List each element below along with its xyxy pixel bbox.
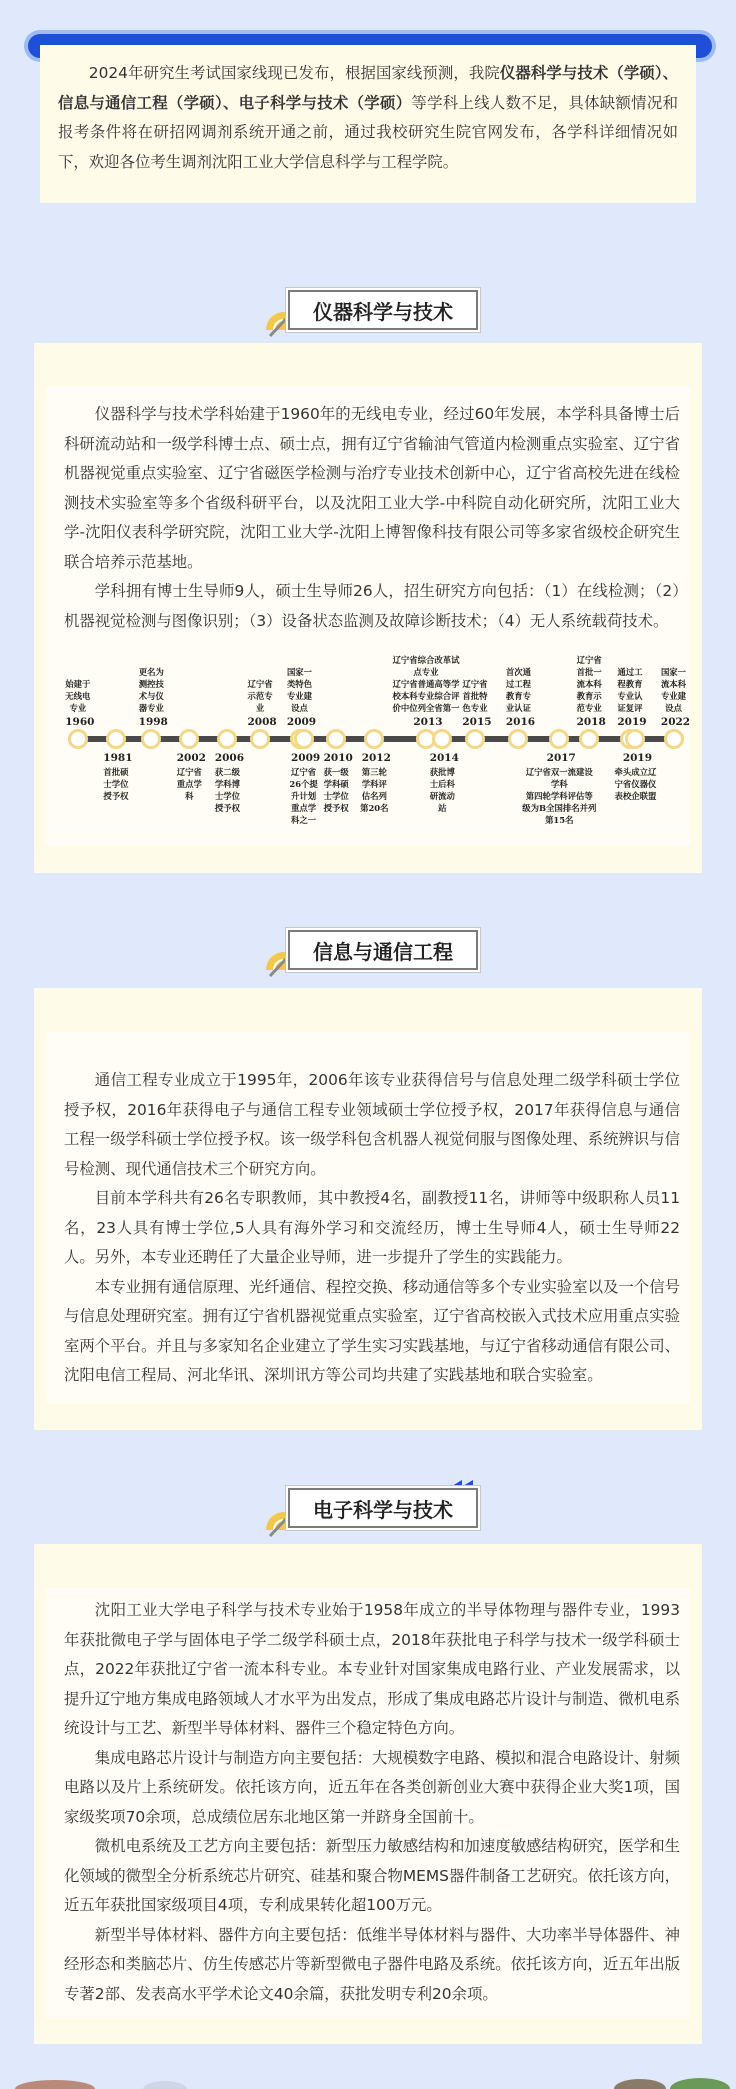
timeline-dot bbox=[179, 729, 199, 749]
paragraph: 微机电系统及工艺方向主要包括：新型压力敏感结构和加速度敏感结构研究，医学和生化领域的微型全分析系统芯片研究、硅基和聚合物MEMS器件制备工艺研究。依托该方向，近五年获批国家级项目4项，专利成果转化超100万元。 bbox=[64, 1837, 680, 1914]
timeline-year: 2008 bbox=[247, 716, 277, 728]
timeline-year: 2022 bbox=[660, 716, 691, 728]
timeline-event-text: 辽宁省 26个提 升计划 重点学 科之一 bbox=[289, 767, 318, 825]
timeline-event-text: 辽宁省 首批特 色专业 bbox=[462, 679, 488, 713]
timeline-dot bbox=[68, 729, 88, 749]
section-title-electronics: 电子科学与技术 bbox=[288, 1488, 478, 1528]
timeline-event-text: 始建于 无线电 专业 bbox=[65, 679, 91, 713]
timeline-event-text: 辽宁省 示范专 业 bbox=[247, 679, 273, 713]
intro-bold-programs: 仪器科学与技术（学硕）、信息与通信工程（学硕）、电子科学与技术（学硕） bbox=[58, 64, 678, 112]
timeline-event-text: 获批博 士后科 研流动 站 bbox=[429, 767, 455, 813]
section-body-instrument bbox=[64, 400, 680, 636]
paragraph: 仪器科学与技术学科始建于1960年的无线电专业，经过60年发展，本学科具备博士后科研流动站和一级学科博士点、硕士点，拥有辽宁省输油气管道内检测重点实验室、辽宁省机器视觉重点实验室、辽宁省磁医学检测与治疗专业技术创新中心，辽宁省高校先进在线检测技术实验室等多个省级科研平台，以及沈阳工业大学-中科院自动化研究所，沈阳工业大学-沈阳仪表科学研究院，沈阳工业大学-沈阳上博智像科技有限公司等多家省级校企研究生联合培养示范基地。 bbox=[64, 405, 680, 571]
timeline-year: 2010 bbox=[323, 752, 353, 764]
timeline-year: 2009 bbox=[290, 752, 321, 764]
timeline-dot bbox=[106, 729, 126, 749]
timeline-year: 2016 bbox=[505, 716, 536, 728]
timeline-dot bbox=[250, 729, 270, 749]
section-body-electronics bbox=[64, 1596, 680, 2009]
timeline-year: 2002 bbox=[176, 752, 206, 764]
timeline-event-text: 获一级 学科硕 士学位 授予权 bbox=[323, 767, 349, 813]
timeline-year: 1981 bbox=[103, 752, 133, 764]
timeline-dot bbox=[141, 729, 161, 749]
timeline-year: 1998 bbox=[138, 716, 168, 728]
intro-card bbox=[40, 45, 696, 203]
timeline-year: 2015 bbox=[462, 716, 492, 728]
timeline-dot bbox=[465, 729, 485, 749]
timeline-dot bbox=[508, 729, 528, 749]
paragraph: 新型半导体材料、器件方向主要包括：低维半导体材料与器件、大功率半导体器件、神经形态和类脑芯片、仿生传感芯片等新型微电子器件电路及系统。依托该方向，近五年出版专著2部、发表高水平学术论文40余篇，获批发明专利20余项。 bbox=[64, 1925, 680, 2003]
timeline-year: 2019 bbox=[617, 716, 647, 728]
timeline-dot bbox=[364, 729, 384, 749]
timeline-year: 2009 bbox=[286, 716, 317, 728]
timeline-event-text: 国家一 流本科 专业建 设点 bbox=[660, 667, 687, 713]
timeline-event-text: 辽宁省双一流建设 学科 第四轮学科评估等 级为B全国排名并列 第15名 bbox=[522, 767, 597, 825]
timeline-event-text: 首次通 过工程 教育专 业认证 bbox=[505, 667, 532, 713]
section-title-instrument: 仪器科学与技术 bbox=[288, 290, 478, 330]
timeline-dot bbox=[625, 729, 645, 749]
section-body-communication bbox=[64, 1066, 680, 1391]
timeline-year: 2018 bbox=[576, 716, 606, 728]
timeline-event-text: 牵头成立辽 宁省仪器仪 表校企联盟 bbox=[614, 767, 657, 801]
history-timeline bbox=[65, 655, 691, 838]
timeline-dot bbox=[664, 729, 684, 749]
timeline-event-text: 辽宁省 首批一 流本科 教育示 范专业 bbox=[576, 655, 602, 713]
timeline-year: 2012 bbox=[361, 752, 391, 764]
paragraph: 通信工程专业成立于1995年，2006年该专业获得信号与信息处理二级学科硕士学位授予权，2016年获得电子与通信工程专业领域硕士学位授予权，2017年获得信息与通信工程一级学科硕士学位授予权。该一级学科包含机器人视觉伺服与图像处理、系统辨识与信号检测、现代通信技术三个研究方向。 bbox=[64, 1071, 680, 1178]
timeline-dot bbox=[294, 729, 314, 749]
timeline-event-text: 更名为 测控技 术与仪 器专业 bbox=[138, 667, 164, 713]
timeline-year: 2006 bbox=[214, 752, 245, 764]
paragraph: 学科拥有博士生导师9人，硕士生导师26人，招生研究方向包括：（1）在线检测；（2）机器视觉检测与图像识别；（3）设备状态监测及故障诊断技术；（4）无人系统载荷技术。 bbox=[64, 582, 680, 630]
timeline-event-text: 第三轮 学科评 估名列 第20名 bbox=[360, 767, 389, 813]
footer-decoration bbox=[0, 2076, 736, 2089]
intro-paragraph bbox=[58, 59, 678, 177]
paragraph: 目前本学科共有26名专职教师，其中教授4名，副教授11名，讲师等中级职称人员11名，23人具有博士学位,5人具有海外学习和交流经历，博士生导师4人，硕士生导师22人。另外，本专业还聘任了大量企业导师，进一步提升了学生的实践能力。 bbox=[64, 1189, 680, 1266]
intro-text-1: 2024年研究生考试国家线现已发布，根据国家线预测，我院 bbox=[88, 64, 500, 82]
paragraph: 沈阳工业大学电子科学与技术专业始于1958年成立的半导体物理与器件专业，1993年获批微电子学与固体电子学二级学科硕士点，2018年获批电子科学与技术一级学科硕士点，2022年获批辽宁省一流本科专业。本专业针对国家集成电路行业、产业发展需求，以提升辽宁地方集成电路领域人才水平为出发点，形成了集成电路芯片设计与制造、微机电系统设计与工艺、新型半导体材料、器件三个稳定特色方向。 bbox=[64, 1601, 680, 1737]
timeline-event-text: 首批硕 士学位 授予权 bbox=[103, 767, 129, 801]
timeline-dot bbox=[579, 729, 599, 749]
paragraph: 集成电路芯片设计与制造方向主要包括：大规模数字电路、模拟和混合电路设计、射频电路以及片上系统研发。依托该方向，近五年在各类创新创业大赛中获得企业大奖1项，国家级奖项70余项，总成绩位居东北地区第一并跻身全国前十。 bbox=[64, 1748, 680, 1826]
timeline-event-text: 通过工 程教育 专业认 证复评 bbox=[617, 667, 643, 713]
timeline-dot bbox=[326, 729, 346, 749]
timeline-dot bbox=[217, 729, 237, 749]
timeline-event-text: 国家一 类特色 专业建 设点 bbox=[286, 667, 313, 713]
timeline-year: 2019 bbox=[622, 752, 653, 764]
timeline-year: 2013 bbox=[413, 716, 443, 728]
timeline-event-text: 辽宁省 重点学 科 bbox=[176, 767, 202, 801]
timeline-event-text: 获二级 学科博 士学位 授予权 bbox=[214, 767, 240, 813]
timeline-dot bbox=[549, 729, 569, 749]
paragraph: 本专业拥有通信原理、光纤通信、程控交换、移动通信等多个专业实验室以及一个信号与信息处理研究室。拥有辽宁省机器视觉重点实验室，辽宁省高校嵌入式技术应用重点实验室两个平台。并且与多家知名企业建立了学生实习实践基地，与辽宁省移动通信有限公司、沈阳电信工程局、河北华讯、深圳讯方等公司均共建了实践基地和联合实验室。 bbox=[64, 1277, 680, 1384]
intro-text-2: 等学科上线人数不足，具体缺额情况和报考条件将在研招网调剂系统开通之前，通过我校研究生院官网发布，各学科详细情况如下，欢迎各位考生调剂沈阳工业大学信息科学与工程学院。 bbox=[58, 93, 678, 171]
timeline-year: 2014 bbox=[429, 752, 459, 764]
timeline-event-text: 辽宁省综合改革试 点专业 辽宁省普通高等学 校本科专业综合评 价中位列全省第一 bbox=[392, 655, 460, 713]
timeline-dot bbox=[432, 729, 452, 749]
timeline-year: 1960 bbox=[65, 716, 95, 728]
timeline-year: 2017 bbox=[546, 752, 576, 764]
section-title-communication: 信息与通信工程 bbox=[288, 930, 478, 970]
